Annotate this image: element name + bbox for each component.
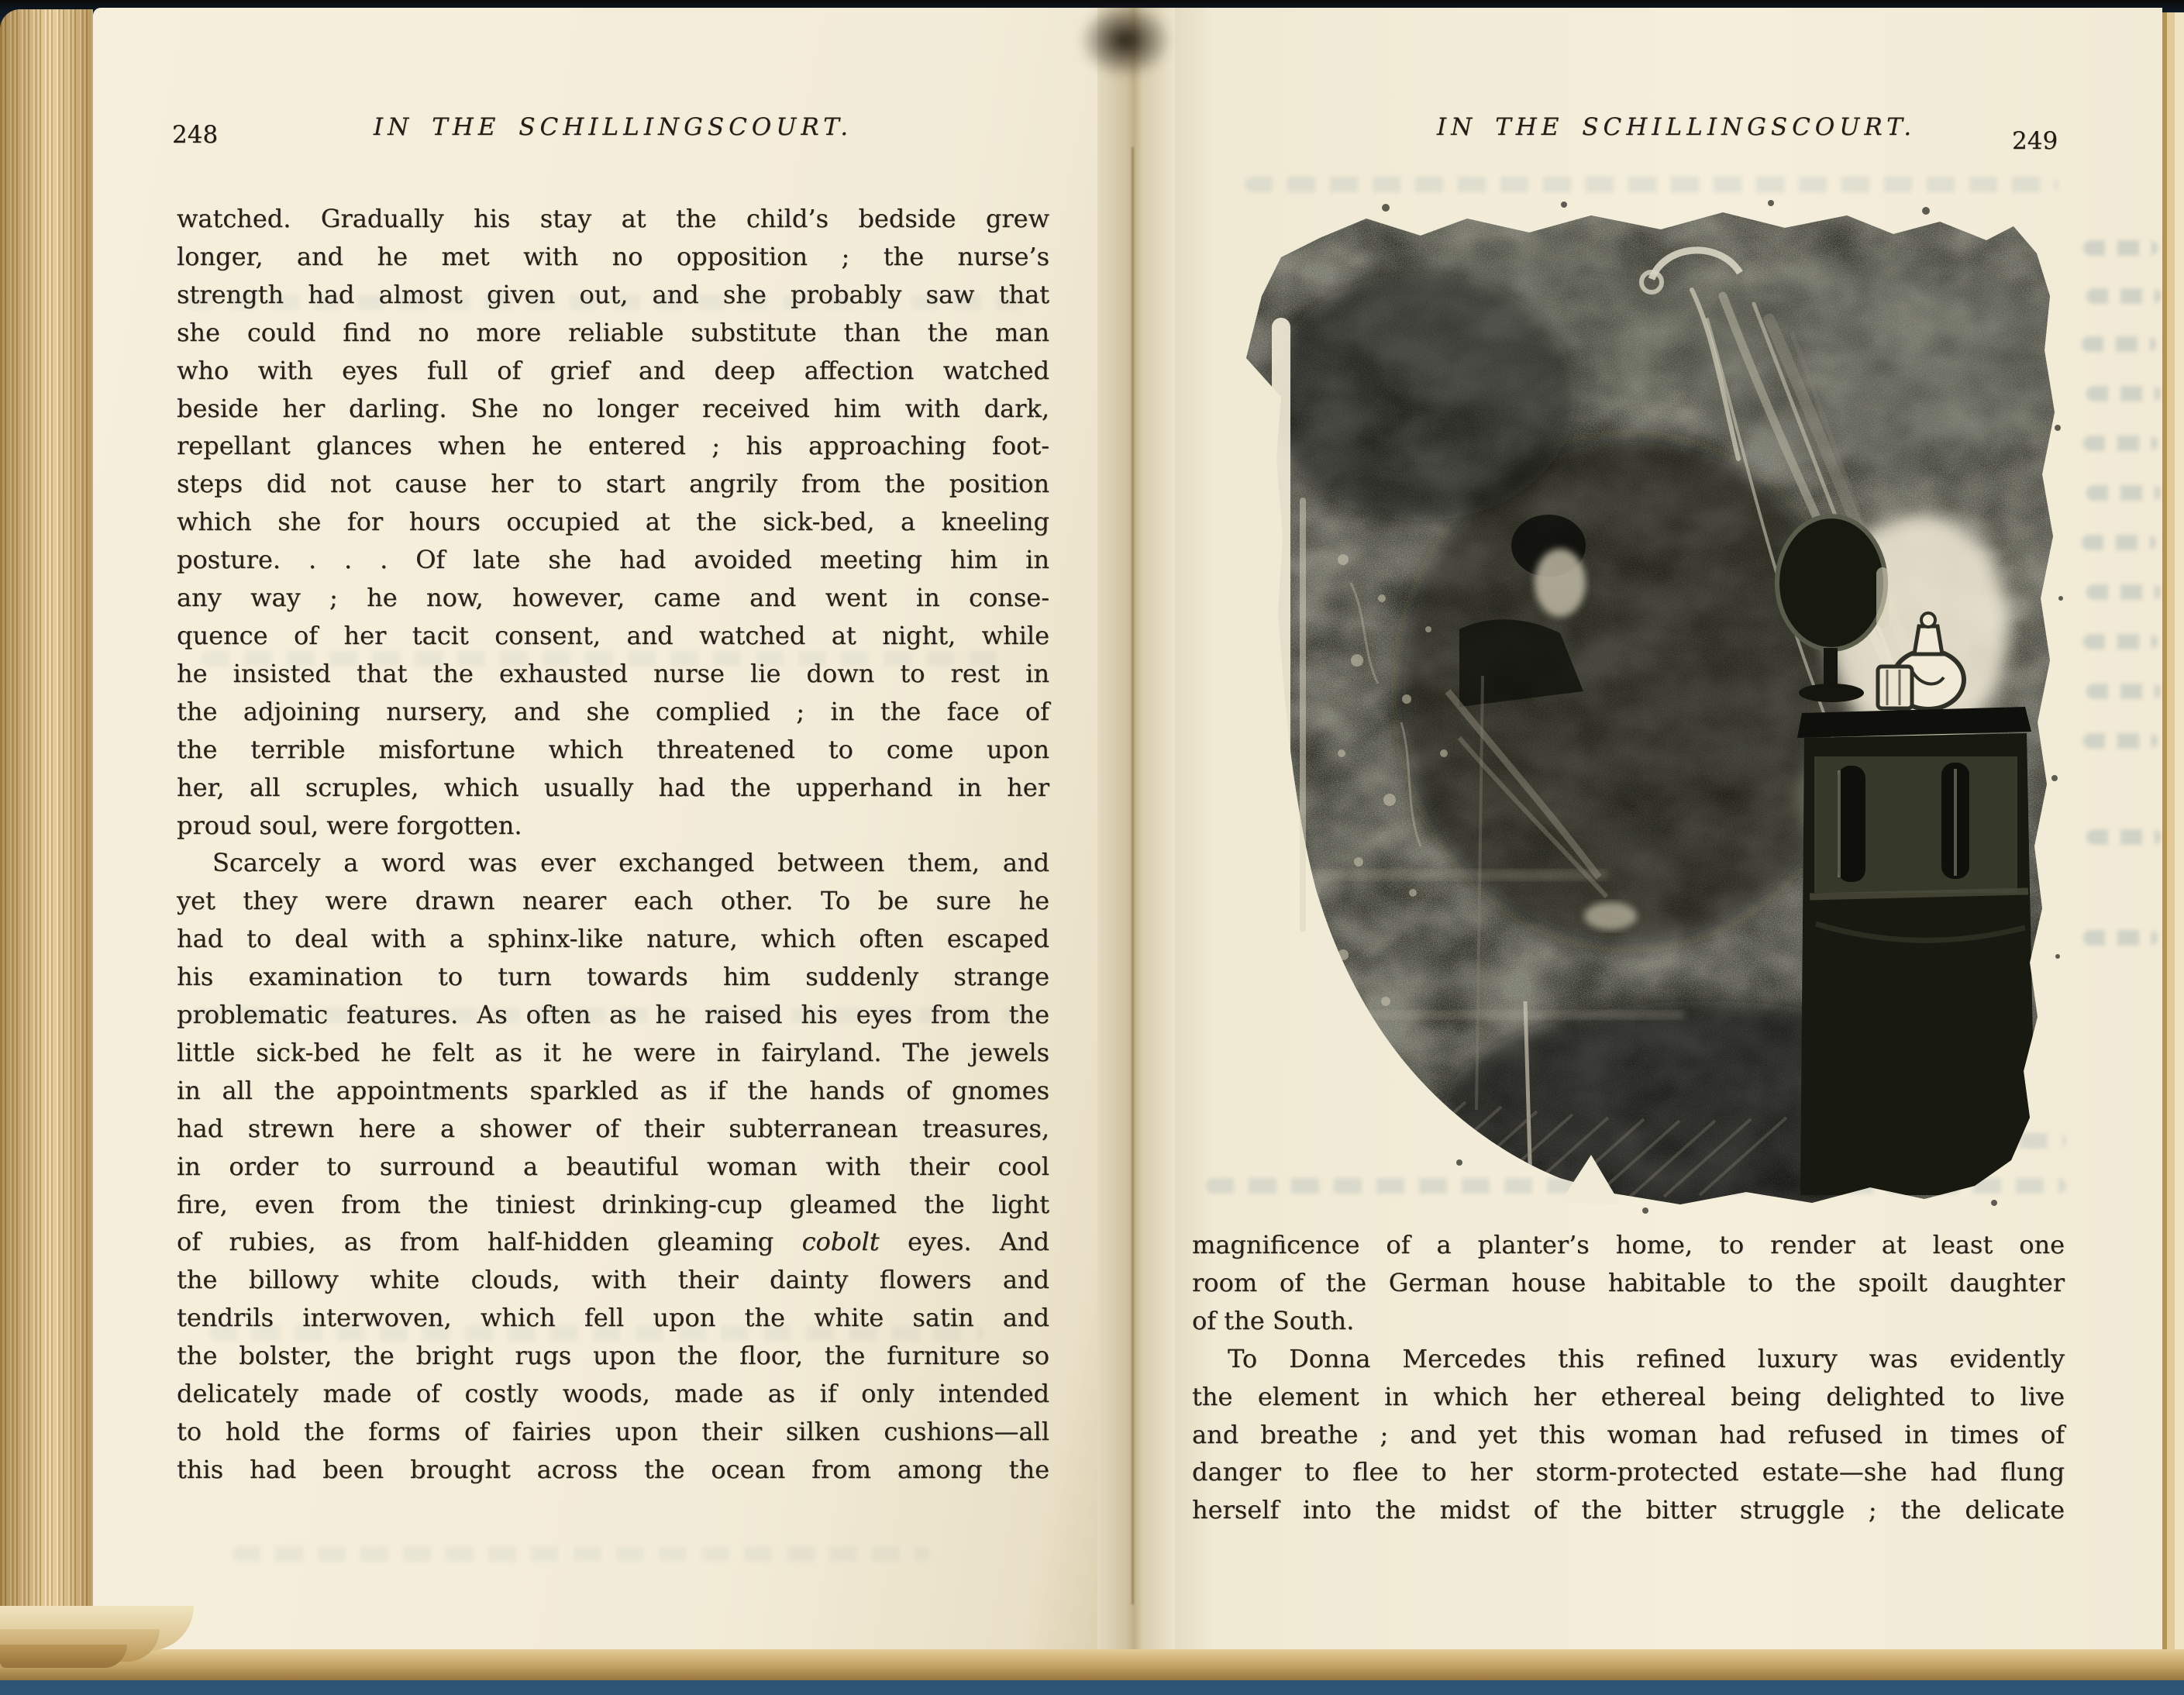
show-through-line: [2082, 336, 2156, 352]
page-fore-edge: [0, 9, 93, 1655]
show-through-line: [2086, 584, 2161, 600]
left-page-text: [177, 200, 1049, 1489]
gutter-shadow: [1079, 3, 1172, 78]
text-line: which she for hours occupied at the sick-bed, a kneeling: [177, 507, 1049, 537]
running-head-left: IN THE SCHILLINGSCOURT.: [373, 113, 853, 141]
page-block-bottom-edge: [0, 1649, 2184, 1680]
text-line: and breathe ; and yet this woman had refused in times of: [1192, 1419, 2065, 1449]
text-line: Scarcely a word was ever exchanged between them, and: [212, 848, 1049, 878]
show-through-line: [2086, 386, 2161, 401]
text-line: he insisted that the exhausted nurse lie down to rest in: [177, 658, 1049, 688]
text-line: magnificence of a planter’s home, to render at least one: [1192, 1230, 2065, 1259]
show-through-line: [2086, 288, 2161, 304]
book-gutter: [1097, 8, 1175, 1651]
text-line: repellant glances when he entered ; his approaching foot-: [177, 431, 1049, 461]
show-through-line: [2086, 684, 2161, 699]
right-page-text: [1192, 1226, 2065, 1529]
text-line: steps did not cause her to start angrily from the position: [177, 469, 1049, 499]
right-page-edge: [2162, 12, 2184, 1651]
text-line: she could find no more reliable substitute than the man: [177, 317, 1049, 347]
text-line: proud soul, were forgotten.: [177, 810, 522, 840]
show-through-line: [2083, 436, 2158, 451]
tumbler-glass: [1878, 667, 1912, 708]
show-through-line: [2086, 829, 2161, 845]
page-number-right: 249: [2012, 127, 2058, 155]
text-line: the element in which her ethereal being delighted to live: [1192, 1381, 2065, 1411]
show-through-line: [2083, 634, 2158, 649]
show-through-line: [2086, 485, 2161, 501]
text-line: strength had almost given out, and she probably saw that: [177, 279, 1049, 309]
show-through-line: [2083, 733, 2158, 749]
running-head-right: IN THE SCHILLINGSCOURT.: [1436, 113, 1917, 141]
text-line: any way ; he now, however, came and went in conse-: [177, 583, 1049, 613]
text-line: had strewn here a shower of their subterranean treasures,: [177, 1113, 1049, 1143]
candlestick: [1876, 567, 1889, 628]
text-line: tendrils interwoven, which fell upon the white satin and: [177, 1303, 1049, 1333]
show-through-line: [233, 1546, 930, 1562]
text-line: yet they were drawn nearer each other. To be sure he: [177, 886, 1049, 916]
text-line: the billowy white clouds, with their dainty flowers and: [177, 1265, 1049, 1295]
text-line: of rubies, as from half-hidden gleaming cobolt eyes. And: [177, 1227, 1049, 1257]
text-line: herself into the midst of the bitter struggle ; the delicate: [1192, 1495, 2065, 1525]
show-through-line: [2082, 535, 2156, 550]
show-through-line: [1245, 177, 2058, 192]
bedside-table: [1777, 513, 2036, 1195]
text-line: in order to surround a beautiful woman with their cool: [177, 1151, 1049, 1181]
sickroom-illustration: [1227, 195, 2078, 1214]
text-line: the terrible misfortune which threatened to come upon: [177, 734, 1049, 764]
text-line: To Donna Mercedes this refined luxury was evidently: [1228, 1343, 2065, 1373]
text-line: little sick-bed he felt as it he were in fairyland. The jewels: [177, 1037, 1049, 1067]
text-line: beside her darling. She no longer received him with dark,: [177, 393, 1049, 423]
page-stack-corner: [0, 1645, 127, 1668]
text-line: watched. Gradually his stay at the child’s bedside grew: [177, 204, 1049, 233]
text-line: problematic features. As often as he raised his eyes from the: [177, 1000, 1049, 1030]
text-line: this had been brought across the ocean from among the: [177, 1454, 1049, 1484]
text-line: had to deal with a sphinx-like nature, which often escaped: [177, 924, 1049, 954]
text-line: fire, even from the tiniest drinking-cup gleamed the light: [177, 1189, 1049, 1219]
page-number-left: 248: [172, 121, 219, 149]
text-line: who with eyes full of grief and deep affection watched: [177, 355, 1049, 385]
text-line: his examination to turn towards him suddenly strange: [177, 962, 1049, 992]
text-line: longer, and he met with no opposition ; the nurse’s: [177, 241, 1049, 271]
text-line: danger to flee to her storm-protected estate—she had flung: [1192, 1457, 2065, 1487]
text-line: the adjoining nursery, and she complied ; in the face of: [177, 696, 1049, 726]
text-line: delicately made of costly woods, made as if only intended: [177, 1379, 1049, 1409]
text-line: to hold the forms of fairies upon their silken cushions—all: [177, 1417, 1049, 1446]
show-through-line: [2083, 240, 2158, 256]
text-line: posture. . . . Of late she had avoided meeting him in: [177, 545, 1049, 575]
text-line: the bolster, the bright rugs upon the floor, the furniture so: [177, 1341, 1049, 1371]
text-line: her, all scruples, which usually had the upperhand in her: [177, 772, 1049, 802]
text-line: of the South.: [1192, 1305, 1355, 1335]
text-line: room of the German house habitable to the spoilt daughter: [1192, 1267, 2065, 1297]
show-through-line: [2083, 930, 2158, 946]
text-line: quence of her tacit consent, and watched at night, while: [177, 620, 1049, 650]
text-line: in all the appointments sparkled as if the hands of gnomes: [177, 1075, 1049, 1105]
